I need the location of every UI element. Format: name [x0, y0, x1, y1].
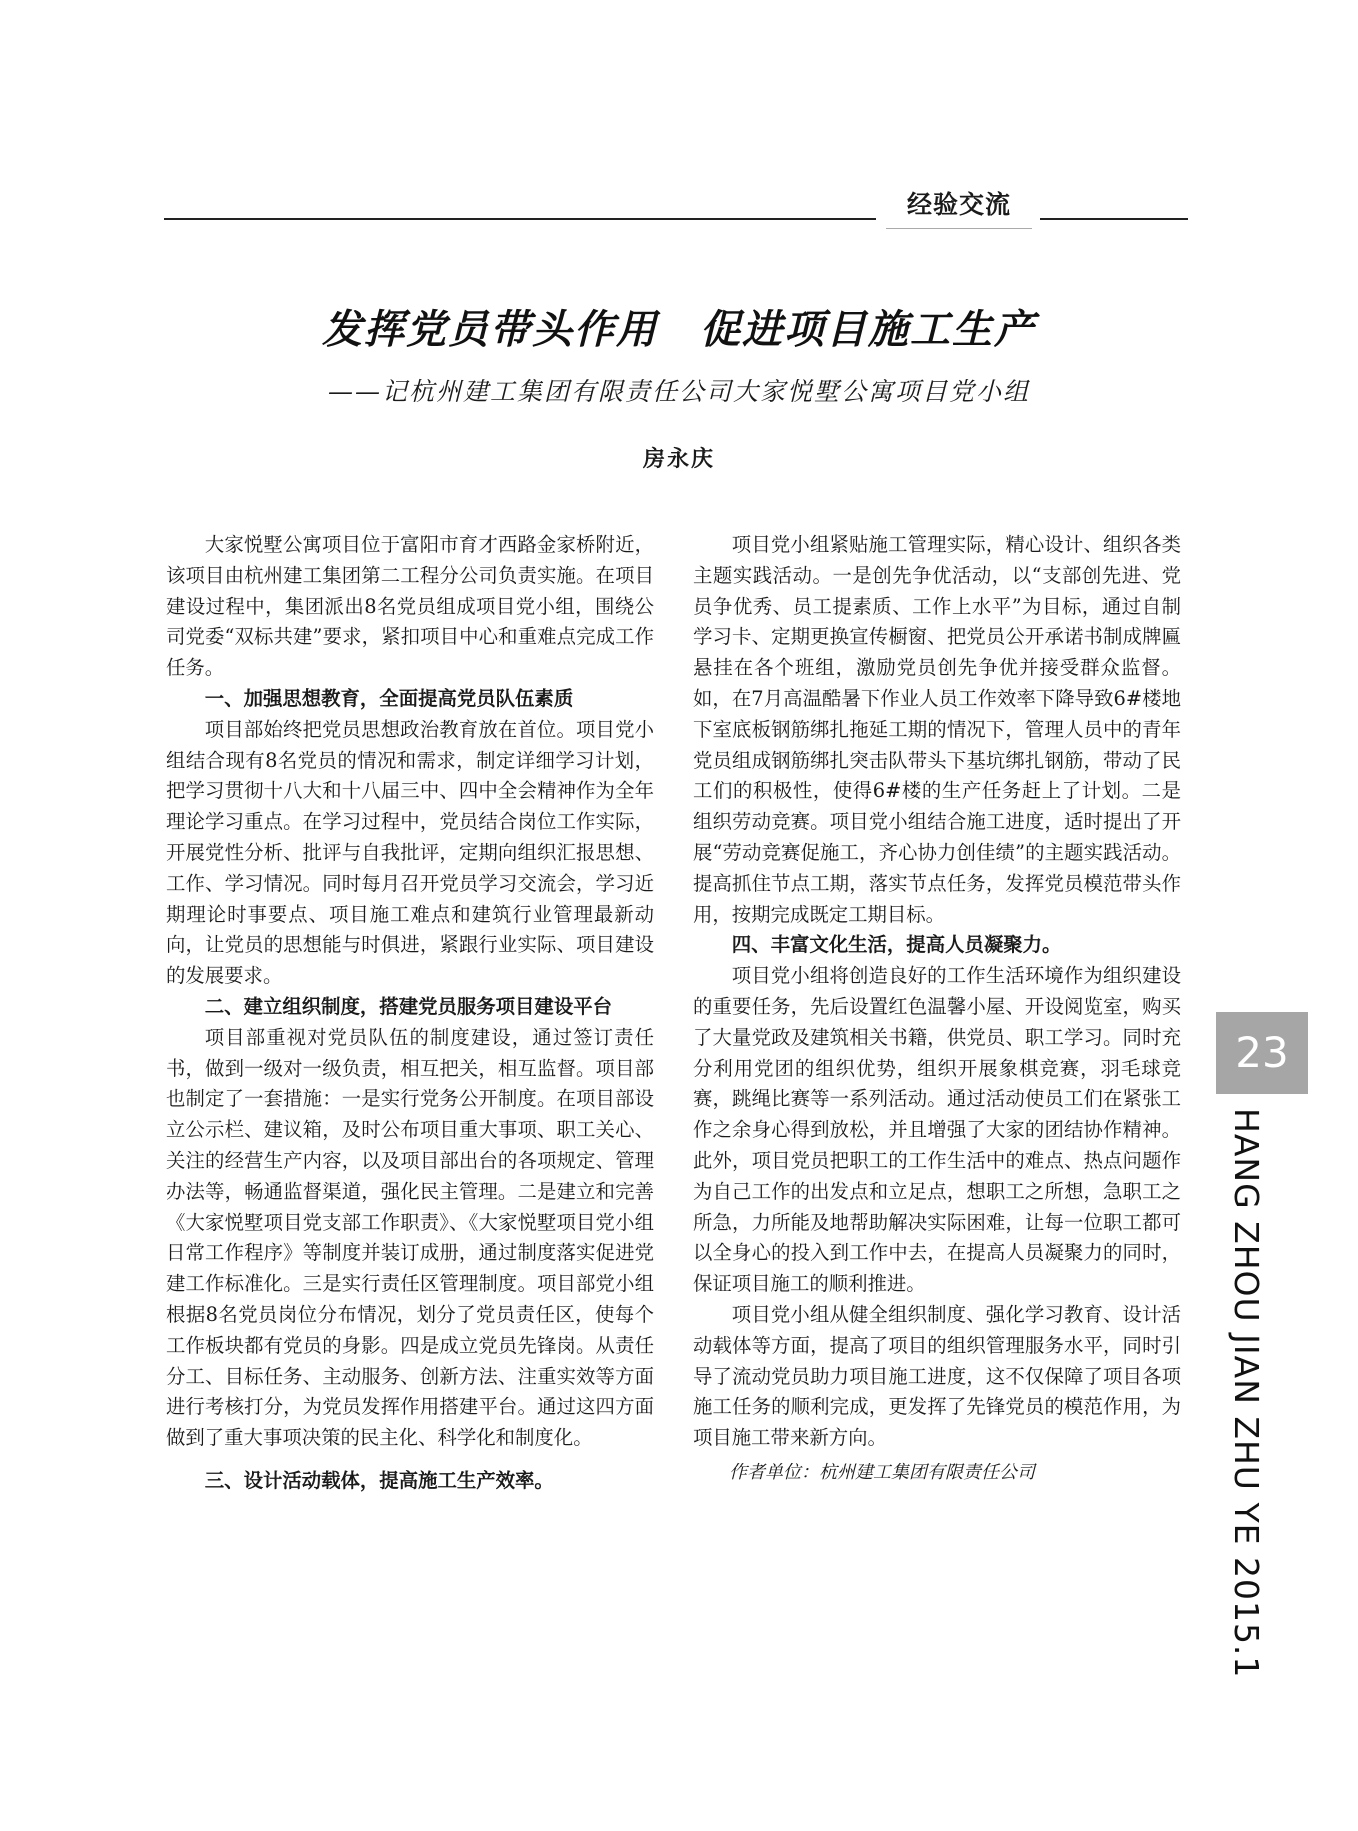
body-paragraph-2: 项目部重视对党员队伍的制度建设，通过签订责任书，做到一级对一级负责，相互把关，相互监督。项目部也制定了一套措施：一是实行党务公开制度。在项目部设立公示栏、建议箱，及时公布项目重大事项、职工关心、关注的经营生产内容，以及项目部出台的各项规定、管理办法等，畅通监督渠道，强化民主管理。二是建立和完善《大家悦墅项目党支部工作职责》、《大家悦墅项目党小组日常工作程序》等制度并装订成册，通过制度落实促进党建工作标准化。三是实行责任区管理制度。项目部党小组根据8名党员岗位分布情况，划分了党员责任区，使每个工作板块都有党员的身影。四是成立党员先锋岗。从责任分工、目标任务、主动服务、创新方法、注重实效等方面进行考核打分，为党员发挥作用搭建平台。通过这四方面做到了重大事项决策的民主化、科学化和制度化。: [166, 1025, 654, 1450]
journal-name-vertical: HANG ZHOU JIAN ZHU YE 2015.1: [1227, 1108, 1266, 1679]
left-column: [166, 530, 654, 1497]
section-heading-4: 四、丰富文化生活，提高人员凝聚力。: [731, 933, 1062, 957]
header-rule-left: [164, 218, 876, 220]
article-subtitle: ——记杭州建工集团有限责任公司大家悦墅公寓项目党小组: [327, 377, 1030, 406]
body-paragraph-5: 项目党小组从健全组织制度、强化学习教育、设计活动载体等方面，提高了项目的组织管理服务水平，同时引导了流动党员助力项目施工进度，这不仅保障了项目各项施工任务的顺利完成，更发挥了先锋党员的模范作用，为项目施工带来新方向。: [693, 1302, 1181, 1450]
right-column: [693, 530, 1181, 1489]
section-heading-1: 一、加强思想教育，全面提高党员队伍素质: [204, 686, 574, 710]
article-title: 发挥党员带头作用 促进项目施工生产: [322, 307, 1036, 353]
section-heading-3: 三、设计活动载体，提高施工生产效率。: [204, 1468, 554, 1492]
section-heading-2: 二、建立组织制度，搭建党员服务项目建设平台: [204, 994, 612, 1018]
header-rule-right: [1040, 218, 1188, 220]
section-label: 经验交流: [886, 188, 1032, 229]
intro-paragraph: 大家悦墅公寓项目位于富阳市育才西路金家桥附近，该项目由杭州建工集团第二工程分公司负责实施。在项目建设过程中，集团派出8名党员组成项目党小组，围绕公司党委“双标共建”要求，紧扣项目中心和重难点完成工作任务。: [166, 533, 654, 680]
page-number: 23: [1216, 1012, 1308, 1094]
body-paragraph-4: 项目党小组将创造良好的工作生活环境作为组织建设的重要任务，先后设置红色温馨小屋、开设阅览室，购买了大量党政及建筑相关书籍，供党员、职工学习。同时充分利用党团的组织优势，组织开展象棋竞赛，羽毛球竞赛，跳绳比赛等一系列活动。通过活动使员工们在紧张工作之余身心得到放松，并且增强了大家的团结协作精神。此外，项目党员把职工的工作生活中的难点、热点问题作为自己工作的出发点和立足点，想职工之所想，急职工之所急，力所能及地帮助解决实际困难，让每一位职工都可以全身心的投入到工作中去，在提高人员凝聚力的同时，保证项目施工的顺利推进。: [693, 964, 1181, 1296]
body-paragraph-1: 项目部始终把党员思想政治教育放在首位。项目党小组结合现有8名党员的情况和需求，制定详细学习计划，把学习贯彻十八大和十八届三中、四中全会精神作为全年理论学习重点。在学习过程中，党员结合岗位工作实际，开展党性分析、批评与自我批评，定期向组织汇报思想、工作、学习情况。同时每月召开党员学习交流会，学习近期理论时事要点、项目施工难点和建筑行业管理最新动向，让党员的思想能与时俱进，紧跟行业实际、项目建设的发展要求。: [166, 717, 654, 988]
author-affiliation: 作者单位：杭州建工集团有限责任公司: [729, 1461, 1035, 1483]
body-paragraph-3: 项目党小组紧贴施工管理实际，精心设计、组织各类主题实践活动。一是创先争优活动，以“支部创先进、党员争优秀、员工提素质、工作上水平”为目标，通过自制学习卡、定期更换宣传橱窗、把党员公开承诺书制成牌匾悬挂在各个班组，激励党员创先争优并接受群众监督。如，在7月高温酷暑下作业人员工作效率下降导致6#楼地下室底板钢筋绑扎拖延工期的情况下，管理人员中的青年党员组成钢筋绑扎突击队带头下基坑绑扎钢筋，带动了民工们的积极性，使得6#楼的生产任务赶上了计划。二是组织劳动竞赛。项目党小组结合施工进度，适时提出了开展“劳动竞赛促施工，齐心协力创佳绩”的主题实践活动。提高抓住节点工期，落实节点任务，发挥党员模范带头作用，按期完成既定工期目标。: [693, 533, 1181, 926]
article-author: 房永庆: [642, 447, 715, 472]
